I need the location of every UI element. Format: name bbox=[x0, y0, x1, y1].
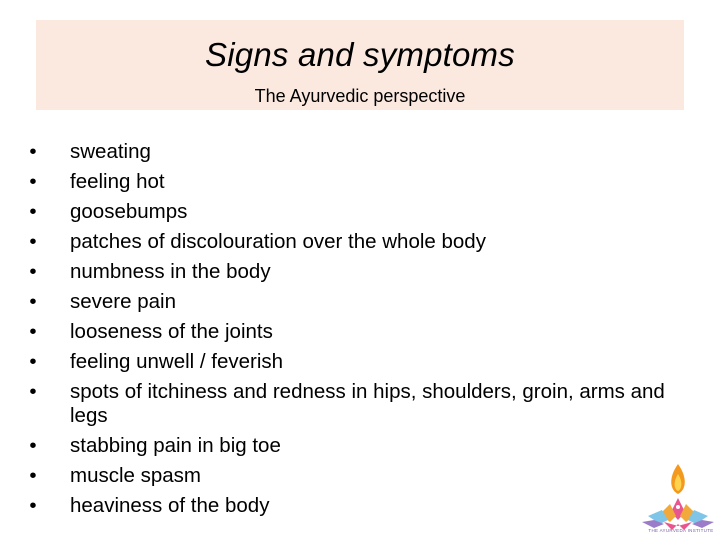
slide-subtitle: The Ayurvedic perspective bbox=[254, 86, 466, 106]
bullet-icon: • bbox=[29, 230, 37, 253]
bullet-icon: • bbox=[29, 200, 37, 223]
symptom-text: stabbing pain in big toe bbox=[70, 434, 281, 457]
list-item bbox=[26, 257, 666, 287]
list-item bbox=[26, 491, 666, 521]
list-item bbox=[26, 227, 666, 257]
symptom-text: sweating bbox=[70, 140, 151, 163]
bullet-icon: • bbox=[29, 260, 37, 283]
list-item bbox=[26, 431, 666, 461]
symptom-text: goosebumps bbox=[70, 200, 188, 223]
list-item bbox=[26, 461, 666, 491]
list-item bbox=[26, 347, 666, 377]
bullet-icon: • bbox=[29, 350, 37, 373]
symptom-text: looseness of the joints bbox=[70, 320, 273, 343]
bullet-icon: • bbox=[29, 494, 37, 517]
symptom-text: heaviness of the body bbox=[70, 494, 270, 517]
symptom-text: muscle spasm bbox=[70, 464, 202, 487]
bullet-icon: • bbox=[29, 434, 37, 457]
list-item bbox=[26, 167, 666, 197]
bullet-icon: • bbox=[29, 380, 37, 403]
bullet-icon: • bbox=[29, 170, 37, 193]
bullet-icon: • bbox=[29, 464, 37, 487]
symptom-text: spots of itchiness and redness in hips, shoulders, groin, arms and legs bbox=[70, 380, 665, 427]
logo-caption: THE AYURVEDA INSTITUTE bbox=[648, 528, 714, 533]
symptom-text: feeling hot bbox=[70, 170, 165, 193]
symptom-list bbox=[26, 137, 666, 521]
list-item bbox=[26, 377, 666, 431]
bullet-icon: • bbox=[29, 290, 37, 313]
symptom-text: patches of discolouration over the whole body bbox=[70, 230, 486, 253]
list-item bbox=[26, 317, 666, 347]
list-item bbox=[26, 197, 666, 227]
bullet-icon: • bbox=[29, 140, 37, 163]
list-item bbox=[26, 287, 666, 317]
title-band bbox=[36, 20, 684, 110]
symptom-text: numbness in the body bbox=[70, 260, 271, 283]
slide-title: Signs and symptoms bbox=[205, 36, 515, 73]
list-item bbox=[26, 137, 666, 167]
symptom-text: severe pain bbox=[70, 290, 176, 313]
lamp-flame-lotus-logo-icon bbox=[640, 460, 716, 538]
symptom-text: feeling unwell / feverish bbox=[70, 350, 284, 373]
bullet-icon: • bbox=[29, 320, 37, 343]
